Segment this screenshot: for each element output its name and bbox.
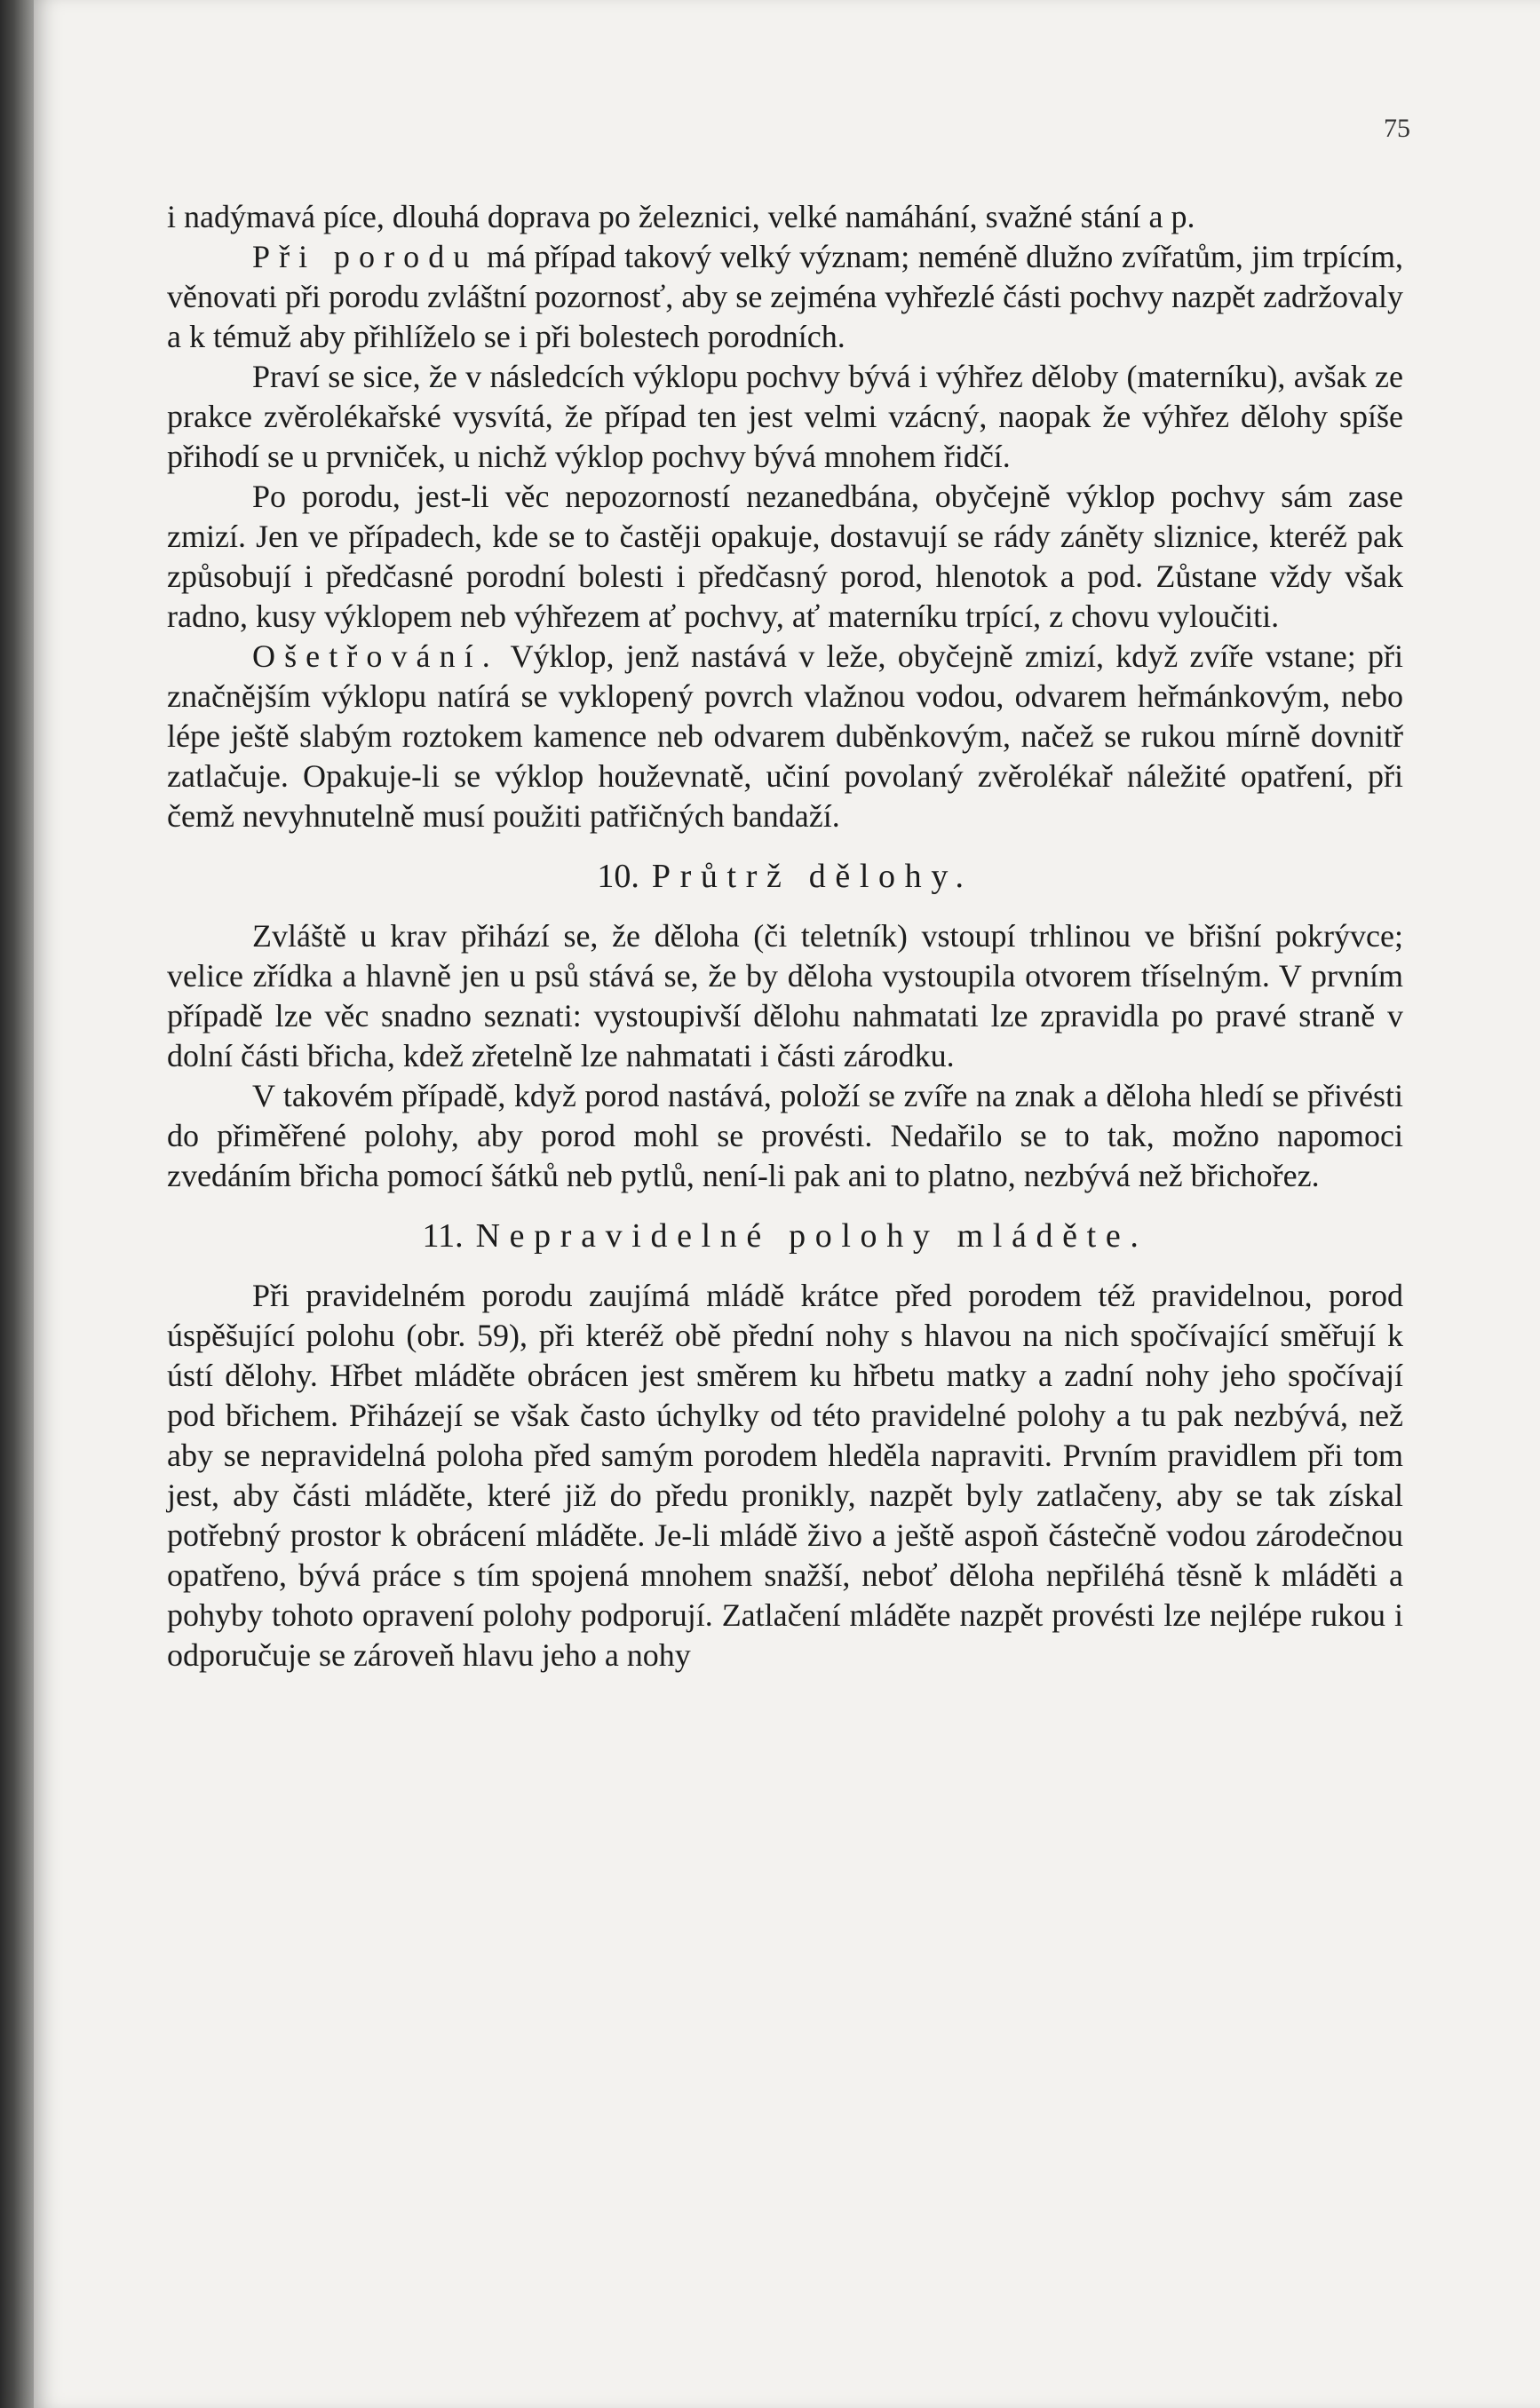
paragraph-text: Při pravidelném porodu zaujímá mládě krátce před porodem též pravidelnou, porod úspěšující polohu (obr. 59), při kteréž obě přední nohy s hlavou na nich spočívající směřují k ústí dělohy. Hřbet mláděte obrácen jest směrem ku hřbetu matky a zadní nohy jeho spočívají pod břichem. Přiházejí se však často úchylky od této pravidelné polohy a tu pak nezbývá, než aby se nepravidelná poloha před samým porodem hleděla napraviti. Prvním pravidlem při tom jest, aby části mláděte, které již do předu pronikly, nazpět byly zatlačeny, aby se tak získal potřebný prostor k obrácení mláděte. Je-li mládě živo a ještě aspoň částečně vodou zárodečnou opatřeno, bývá práce s tím spojená mnohem snažší, neboť děloha nepřiléhá těsně k mláděti a pohyby tohoto opravení polohy podporují. Zatlačení mláděte nazpět provésti lze nejlépe rukou i odporučuje se zároveň hlavu jeho a nohy bbox=[167, 1278, 1403, 1673]
paragraph-section10-1 bbox=[167, 916, 1403, 1076]
page-number: 75 bbox=[1384, 114, 1410, 143]
paragraph-text: Po porodu, jest-li věc nepozorností nezanedbána, obyčejně výklop pochvy sám zase zmizí. Jen ve případech, kde se to častěji opakuje, dostavují se rády záněty sliznice, kteréž pak způsobují i předčasné porodní bolesti i předčasný porod, hlenotok a pod. Zůstane vždy však radno, kusy výklopem neb výhřezem ať pochvy, ať materníku trpící, z chovu vyloučiti. bbox=[167, 479, 1403, 634]
section-heading-10 bbox=[167, 856, 1403, 897]
book-spine-shadow bbox=[0, 0, 34, 2408]
paragraph-text: Výklop, jenž nastává v leže, obyčejně zmizí, když zvíře vstane; při značnějším výklopu natírá se vyklopený povrch vlažnou vodou, odvarem heřmánkovým, nebo lépe ještě slabým roztokem kamence neb odvarem duběnkovým, načež se rukou mírně dovnitř zatlačuje. Opakuje-li se výklop houževnatě, učiní povolaný zvěrolékař náležité opatření, při čemž nevyhnutelně musí použiti patřičných bandaží. bbox=[167, 638, 1403, 834]
paragraph-text: Praví se sice, že v následcích výklopu pochvy bývá i výhřez děloby (materníku), avšak ze prakce zvěrolékařské vysvítá, že případ ten jest velmi vzácný, naopak že výhřez dělohy spíše přihodí se u prvniček, u nichž výklop pochvy bývá mnohem řidčí. bbox=[167, 359, 1403, 474]
section-number: 10. bbox=[597, 858, 639, 895]
page-text bbox=[167, 197, 1403, 1675]
paragraph-pri-porodu bbox=[167, 237, 1403, 357]
paragraph-lead: Při porodu bbox=[252, 239, 479, 274]
paragraph-section11-1 bbox=[167, 1276, 1403, 1675]
paragraph-osetrovani bbox=[167, 637, 1403, 836]
paragraph-po-porodu bbox=[167, 477, 1403, 637]
paragraph-vyhrez bbox=[167, 357, 1403, 477]
paragraph-text: V takovém případě, když porod nastává, položí se zvíře na znak a děloha hledí se přivésti do přiměřené polohy, aby porod mohl se provésti. Nedařilo se to tak, možno napomoci zvedáním břicha pomocí šátků neb pytlů, není-li pak ani to platno, nezbývá než břichořez. bbox=[167, 1078, 1403, 1193]
paragraph-text: Zvláště u krav přihází se, že děloha (či teletník) vstoupí trhlinou ve břišní pokrývce; velice zřídka a hlavně jen u psů stává se, že by děloha vystoupila otvorem tříselným. V prvním případě lze věc snadno seznati: vystoupivší dělohu nahmatati lze zpravidla po pravé straně v dolní části břicha, kdež zřetelně lze nahmatati i části zárodku. bbox=[167, 918, 1403, 1073]
paragraph-continuation bbox=[167, 197, 1403, 237]
paragraph-section10-2 bbox=[167, 1076, 1403, 1196]
section-heading-11 bbox=[167, 1216, 1403, 1256]
paragraph-text: i nadýmavá píce, dlouhá doprava po železnici, velké namáhání, svažné stání a p. bbox=[167, 199, 1195, 234]
section-title: Nepravidelné polohy mláděte. bbox=[475, 1217, 1148, 1255]
section-title: Průtrž dělohy. bbox=[651, 858, 973, 895]
paragraph-text: má případ takový velký význam; neméně dlužno zvířatům, jim trpícím, věnovati při porodu zvláštní pozornosť, aby se zejména vyhřezlé části pochvy nazpět zadržovaly a k témuž aby přihlíželo se i při bolestech porodních. bbox=[167, 239, 1403, 354]
section-number: 11. bbox=[422, 1217, 464, 1255]
paragraph-lead: Ošetřování. bbox=[252, 638, 499, 674]
book-page bbox=[34, 0, 1540, 2408]
